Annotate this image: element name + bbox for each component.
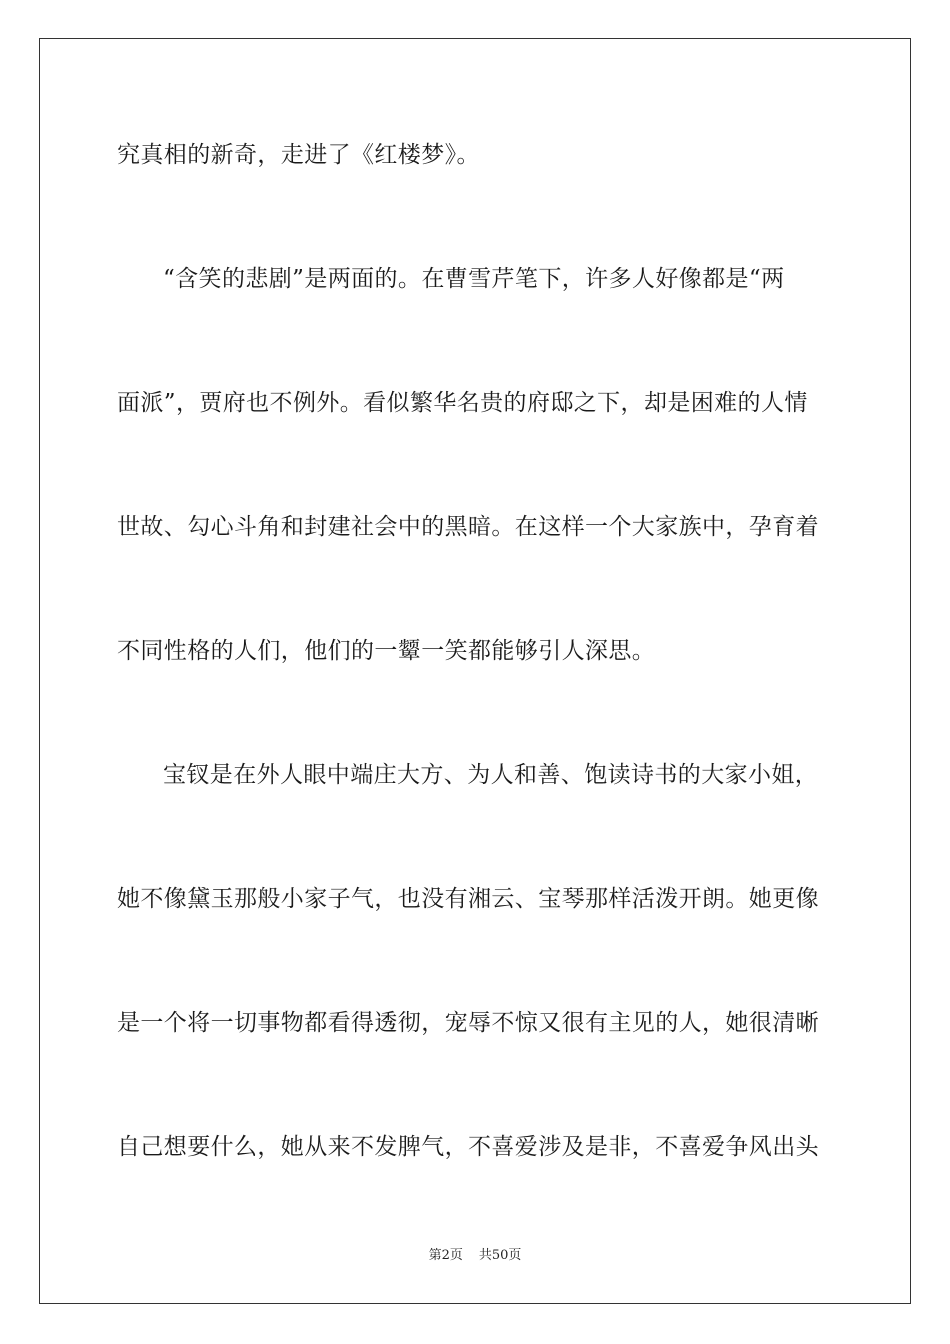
text-line: 自己想要什么，她从来不发脾气，不喜爱涉及是非，不喜爱争风出头 — [117, 1134, 819, 1160]
text-line: 面派”，贾府也不例外。看似繁华名贵的府邸之下，却是困难的人情 — [117, 390, 808, 416]
text-line: 不同性格的人们，他们的一颦一笑都能够引人深思。 — [117, 638, 656, 664]
text-line: 她不像黛玉那般小家子气，也没有湘云、宝琴那样活泼开朗。她更像 — [117, 886, 819, 912]
page-number: 第2页 — [428, 1248, 463, 1263]
page-border — [39, 38, 911, 1304]
text-line: “含笑的悲剧”是两面的。在曹雪芹笔下，许多人好像都是“两 — [163, 266, 785, 292]
text-line: 世故、勾心斗角和封建社会中的黑暗。在这样一个大家族中，孕育着 — [117, 514, 819, 540]
text-line: 宝钗是在外人眼中端庄大方、为人和善、饱读诗书的大家小姐， — [163, 762, 819, 788]
text-line: 是一个将一切事物都看得透彻，宠辱不惊又很有主见的人，她很清晰 — [117, 1010, 819, 1036]
page-total: 共50页 — [478, 1248, 522, 1263]
text-line: 究真相的新奇，走进了《红楼梦》。 — [117, 142, 480, 168]
page-footer — [0, 1247, 950, 1265]
